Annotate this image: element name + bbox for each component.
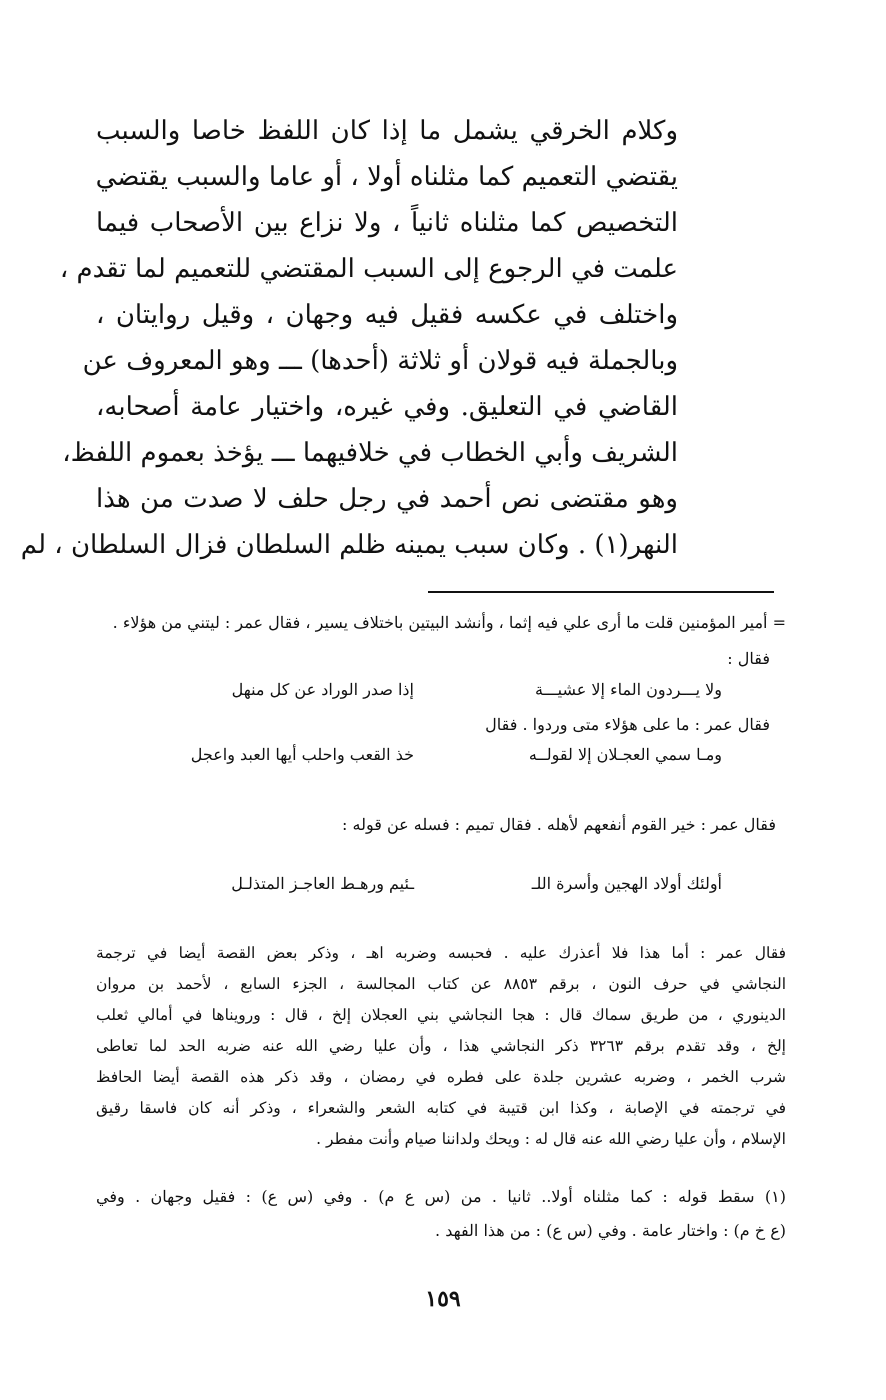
footnote-paragraph-line: شرب الخمر ، وضربه عشرين جلدة على فطره في رمضان ، وقد ذكر هذه القصة أيضا الحافظ xyxy=(96,1068,786,1086)
footnote-paragraph-line: إلخ ، وقد تقدم برقم ٣٢٦٣ ذكر النجاشي هذا ، وأن عليا رضي الله عنه ضربه الحد لما تعاطى xyxy=(96,1037,786,1055)
main-text-line: علمت في الرجوع إلى السبب المقتضي للتعميم لما تقدم ، xyxy=(59,254,678,284)
verse-hemistich: ومـا سمي العجـلان إلا لقولــه xyxy=(528,745,722,764)
main-text-line: وهو مقتضى نص أحمد في رجل حلف لا صدت من هذا xyxy=(96,484,678,514)
footnote-note xyxy=(96,1180,786,1248)
footnote-separator xyxy=(428,591,774,593)
footnote-line: فقال عمر : خير القوم أنفعهم لأهله . فقال تميم : فسله عن قوله : xyxy=(342,815,776,834)
footnote-paragraph-line: الدينوري ، من طريق سماك قال : هجا النجاشي بني العجلان إلخ ، قال : ورويناها في أمالي ثعلب xyxy=(96,1006,786,1024)
main-text-line: النهر(١) . وكان سبب يمينه ظلم السلطان فزال السلطان ، لم xyxy=(20,530,678,560)
verse-hemistich: إذا صدر الوراد عن كل منهل xyxy=(231,680,414,699)
footnote-paragraph-line: فقال عمر : أما هذا فلا أعذرك عليه . فحبسه وضربه اهـ ، وذكر بعض القصة أيضا في ترجمة xyxy=(96,944,786,962)
footnote-line: فقال عمر : ما على هؤلاء متى وردوا . فقال xyxy=(485,715,770,734)
main-text xyxy=(20,108,678,568)
footnote-note-line: (ع خ م) : واختار عامة . وفي (س ع) : من هذا الفهد . xyxy=(435,1221,786,1240)
footnote-paragraph xyxy=(96,938,786,1155)
verse-hemistich: ـئيم ورهـط العاجـز المتذلـل xyxy=(231,874,414,893)
footnote-paragraph-line: في ترجمته في الإصابة ، وكذا ابن قتيبة في كتابه الشعر والشعراء ، وذكر أنه كان فاسقا رقيق xyxy=(96,1099,786,1117)
footnote-paragraph-line: الإسلام ، وأن عليا رضي الله عنه قال له : ويحك ولداننا صيام وأنت مفطر . xyxy=(316,1130,786,1148)
page-number: ١٥٩ xyxy=(425,1286,461,1312)
footnote-line: = أمير المؤمنين قلت ما أرى علي فيه إثما ، وأنشد البيتين باختلاف يسير ، فقال عمر : ليتني من هؤلاء . xyxy=(112,613,786,632)
main-text-line: القاضي في التعليق. وفي غيره، واختيار عامة أصحابه، xyxy=(96,392,678,422)
main-text-line: الشريف وأبي الخطاب في خلافيهما ـــ يؤخذ بعموم اللفظ، xyxy=(62,438,678,468)
main-text-line: التخصيص كما مثلناه ثانياً ، ولا نزاع بين الأصحاب فيما xyxy=(96,208,678,238)
footnote-note-line: (١) سقط قوله : كما مثلناه أولا.. ثانيا . من (س ع م) . وفي (س ع) : فقيل وجهان . وفي xyxy=(96,1187,786,1206)
footnote-paragraph-line: النجاشي في حرف النون ، برقم ٨٨٥٣ عن كتاب المجالسة ، الجزء السابع ، لأحمد بن مروان xyxy=(96,975,787,993)
verse-hemistich: أولئك أولاد الهجين وأسرة اللـ xyxy=(531,874,722,893)
main-text-line: واختلف في عكسه فقيل فيه وجهان ، وقيل روايتان ، xyxy=(96,300,678,330)
footnote-line: فقال : xyxy=(727,649,770,668)
main-text-line: يقتضي التعميم كما مثلناه أولا ، أو عاما والسبب يقتضي xyxy=(95,162,678,192)
main-text-line: وبالجملة فيه قولان أو ثلاثة (أحدها) ـــ وهو المعروف عن xyxy=(82,346,678,376)
verse-hemistich: ولا يـــردون الماء إلا عشيـــة xyxy=(535,680,722,699)
main-text-line: وكلام الخرقي يشمل ما إذا كان اللفظ خاصا والسبب xyxy=(96,116,678,146)
verse-hemistich: خذ القعب واحلب أيها العبد واعجل xyxy=(190,745,414,764)
